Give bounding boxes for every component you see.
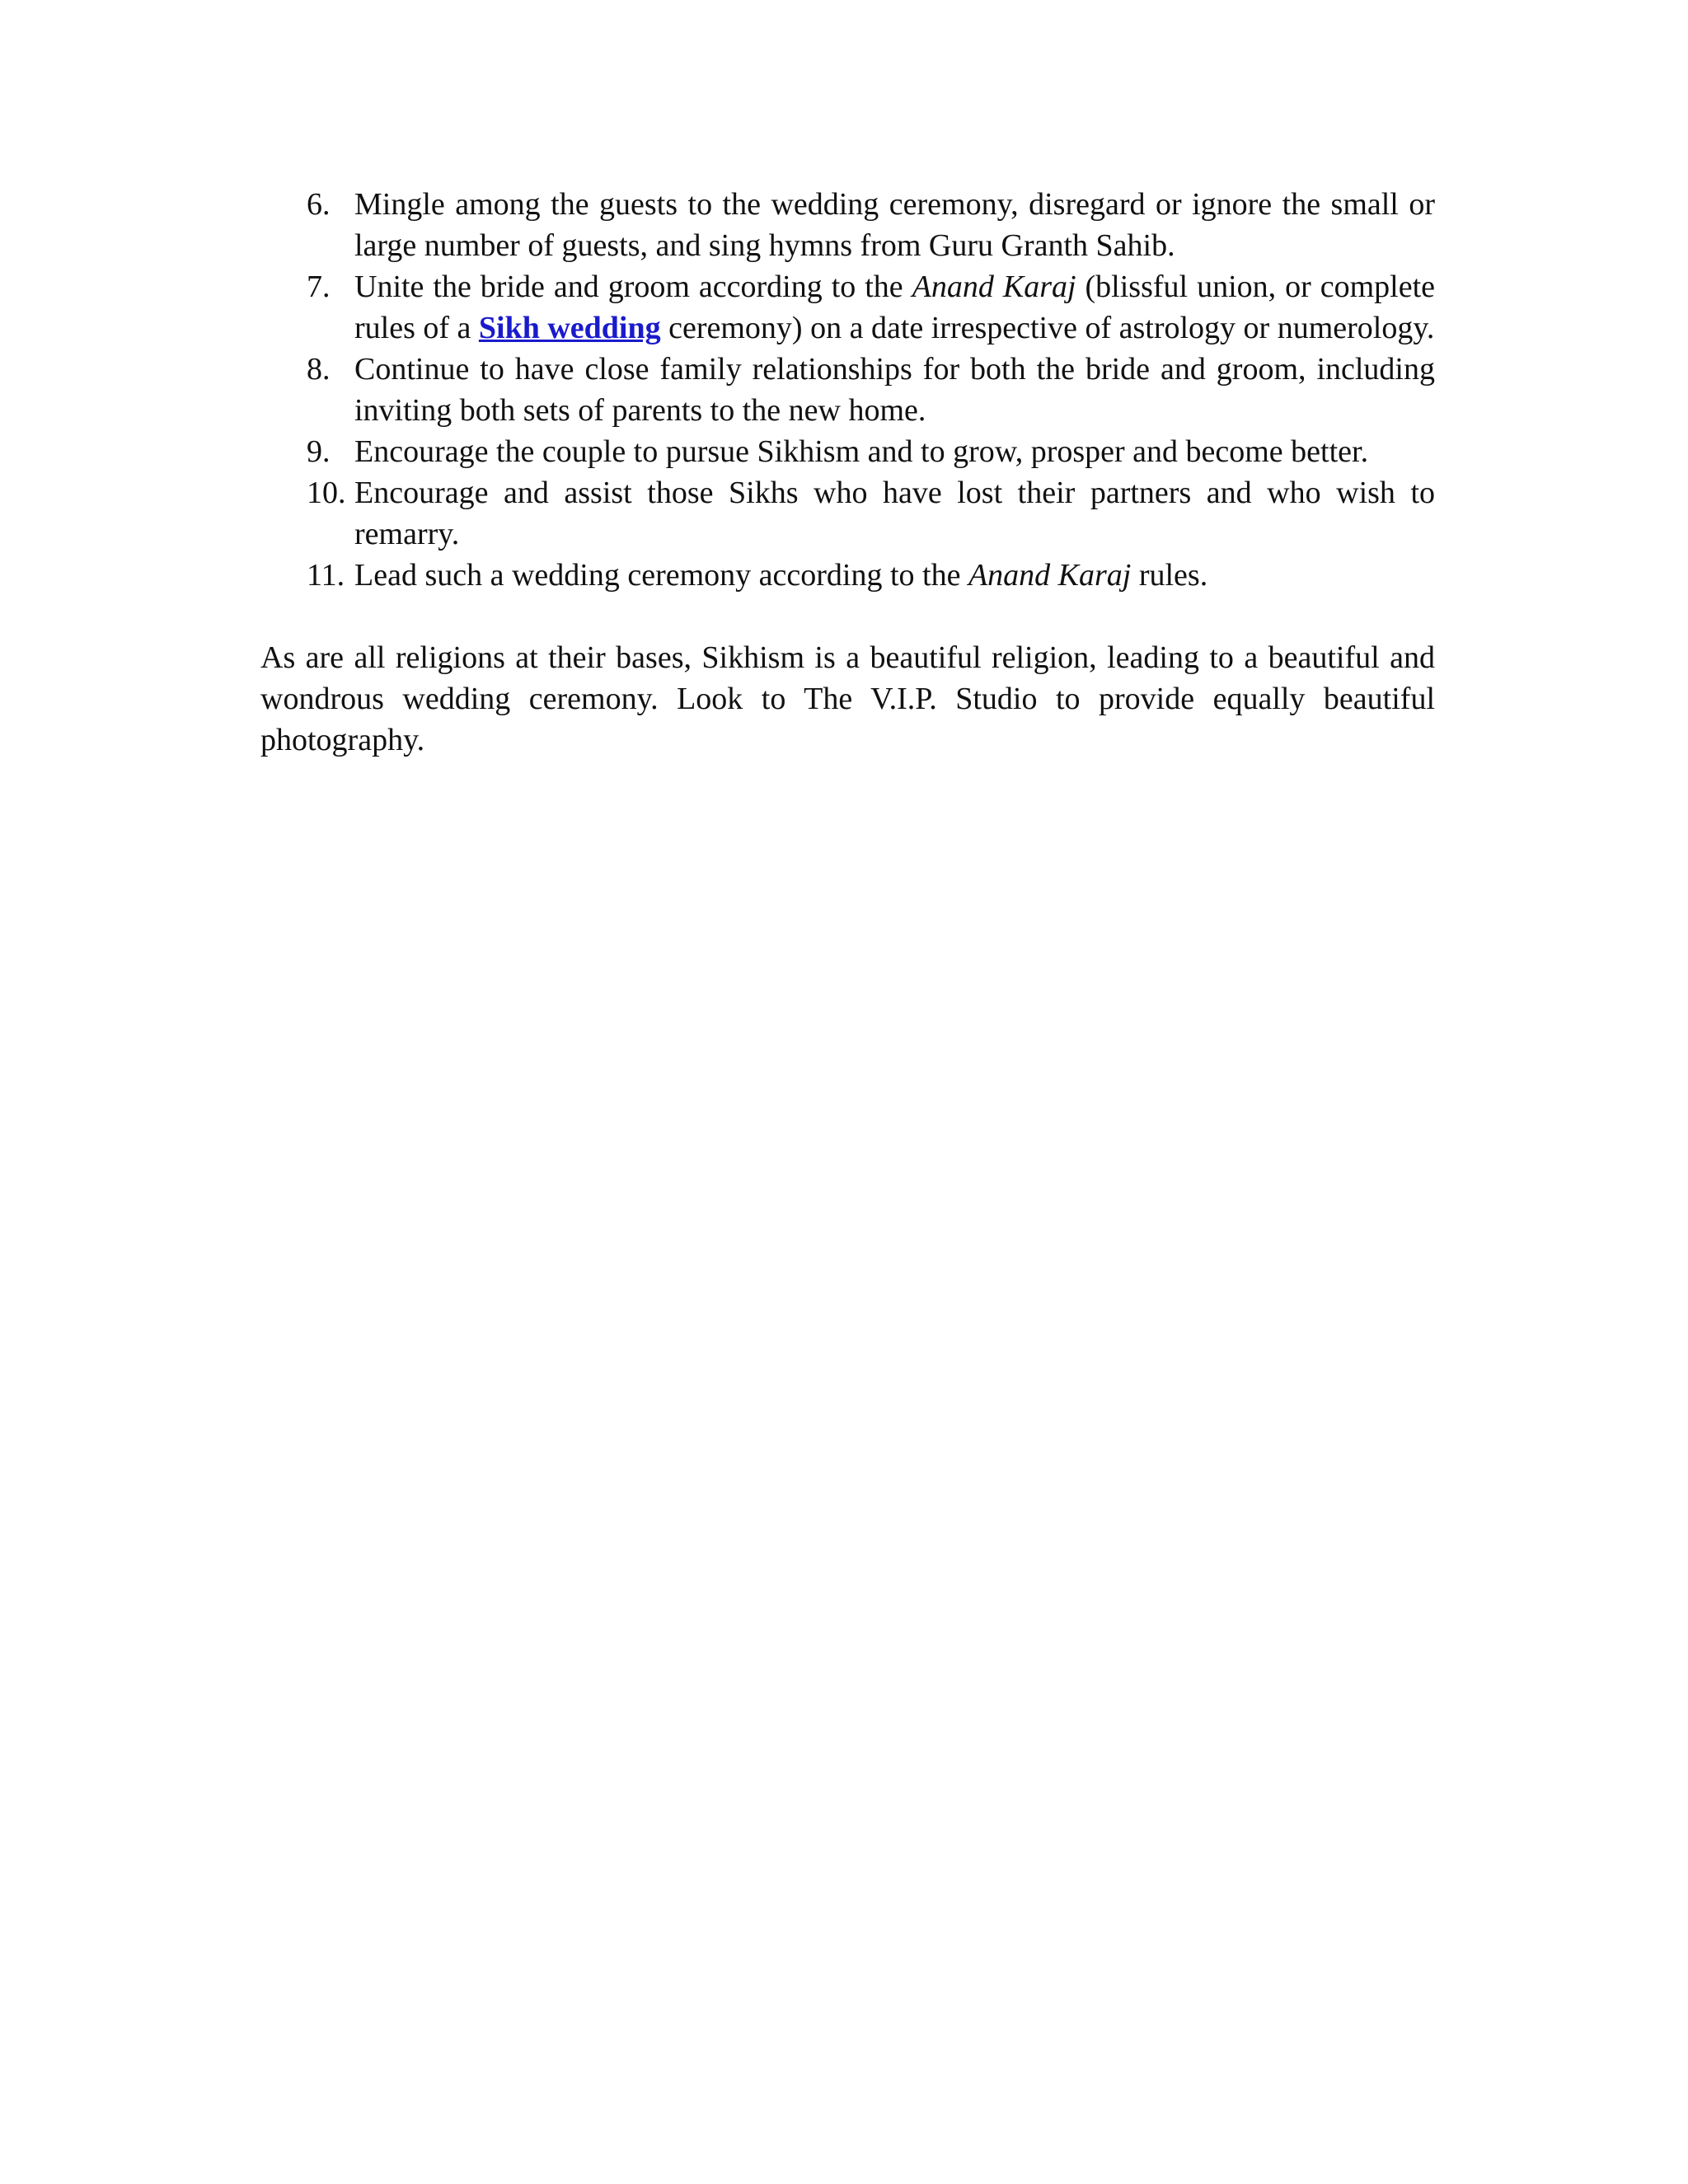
list-item-text: Continue to have close family relationships for both the bride and groom, including inviting both sets of parents to the new home. [354,352,1435,428]
text-segment: Unite the bride and groom according to the [354,269,912,304]
list-item-number: 9. [307,434,331,469]
list-item [260,266,1435,349]
list-item-text [354,269,1435,345]
sikh-wedding-link[interactable]: Sikh wedding [478,311,661,345]
italic-term: Anand Karaj [912,269,1076,304]
text-segment: (blissful union, or complete rules of a [354,269,1436,345]
list-item-text: Encourage and assist those Sikhs who have lost their partners and who wish to remarry. [354,476,1435,551]
closing-paragraph: As are all religions at their bases, Sikhism is a beautiful religion, leading to a beautiful and wondrous wedding ceremony. Look to The V.I.P. Studio to provide equally beautiful photography. [260,640,1435,757]
list-item-number: 8. [307,352,331,387]
text-segment: Lead such a wedding ceremony according to the [354,558,968,593]
list-item [260,184,1435,266]
list-item-number: 6. [307,187,331,222]
list-item-number: 10. [307,476,346,510]
numbered-list [260,184,1435,596]
list-item [260,431,1435,472]
text-segment: rules. [1131,558,1208,593]
list-item-number: 11. [307,558,345,593]
list-item-text [354,558,1207,593]
list-item-text: Mingle among the guests to the wedding ceremony, disregard or ignore the small or large number of guests, and sing hymns from Guru Granth Sahib. [354,187,1435,263]
text-segment: ceremony) on a date irrespective of astrology or numerology. [660,311,1435,345]
list-item [260,472,1435,555]
document-body [260,184,1435,761]
italic-term: Anand Karaj [968,558,1132,593]
list-item-number: 7. [307,269,331,304]
list-item [260,349,1435,431]
list-item-text: Encourage the couple to pursue Sikhism and to grow, prosper and become better. [354,434,1369,469]
list-item [260,555,1435,596]
